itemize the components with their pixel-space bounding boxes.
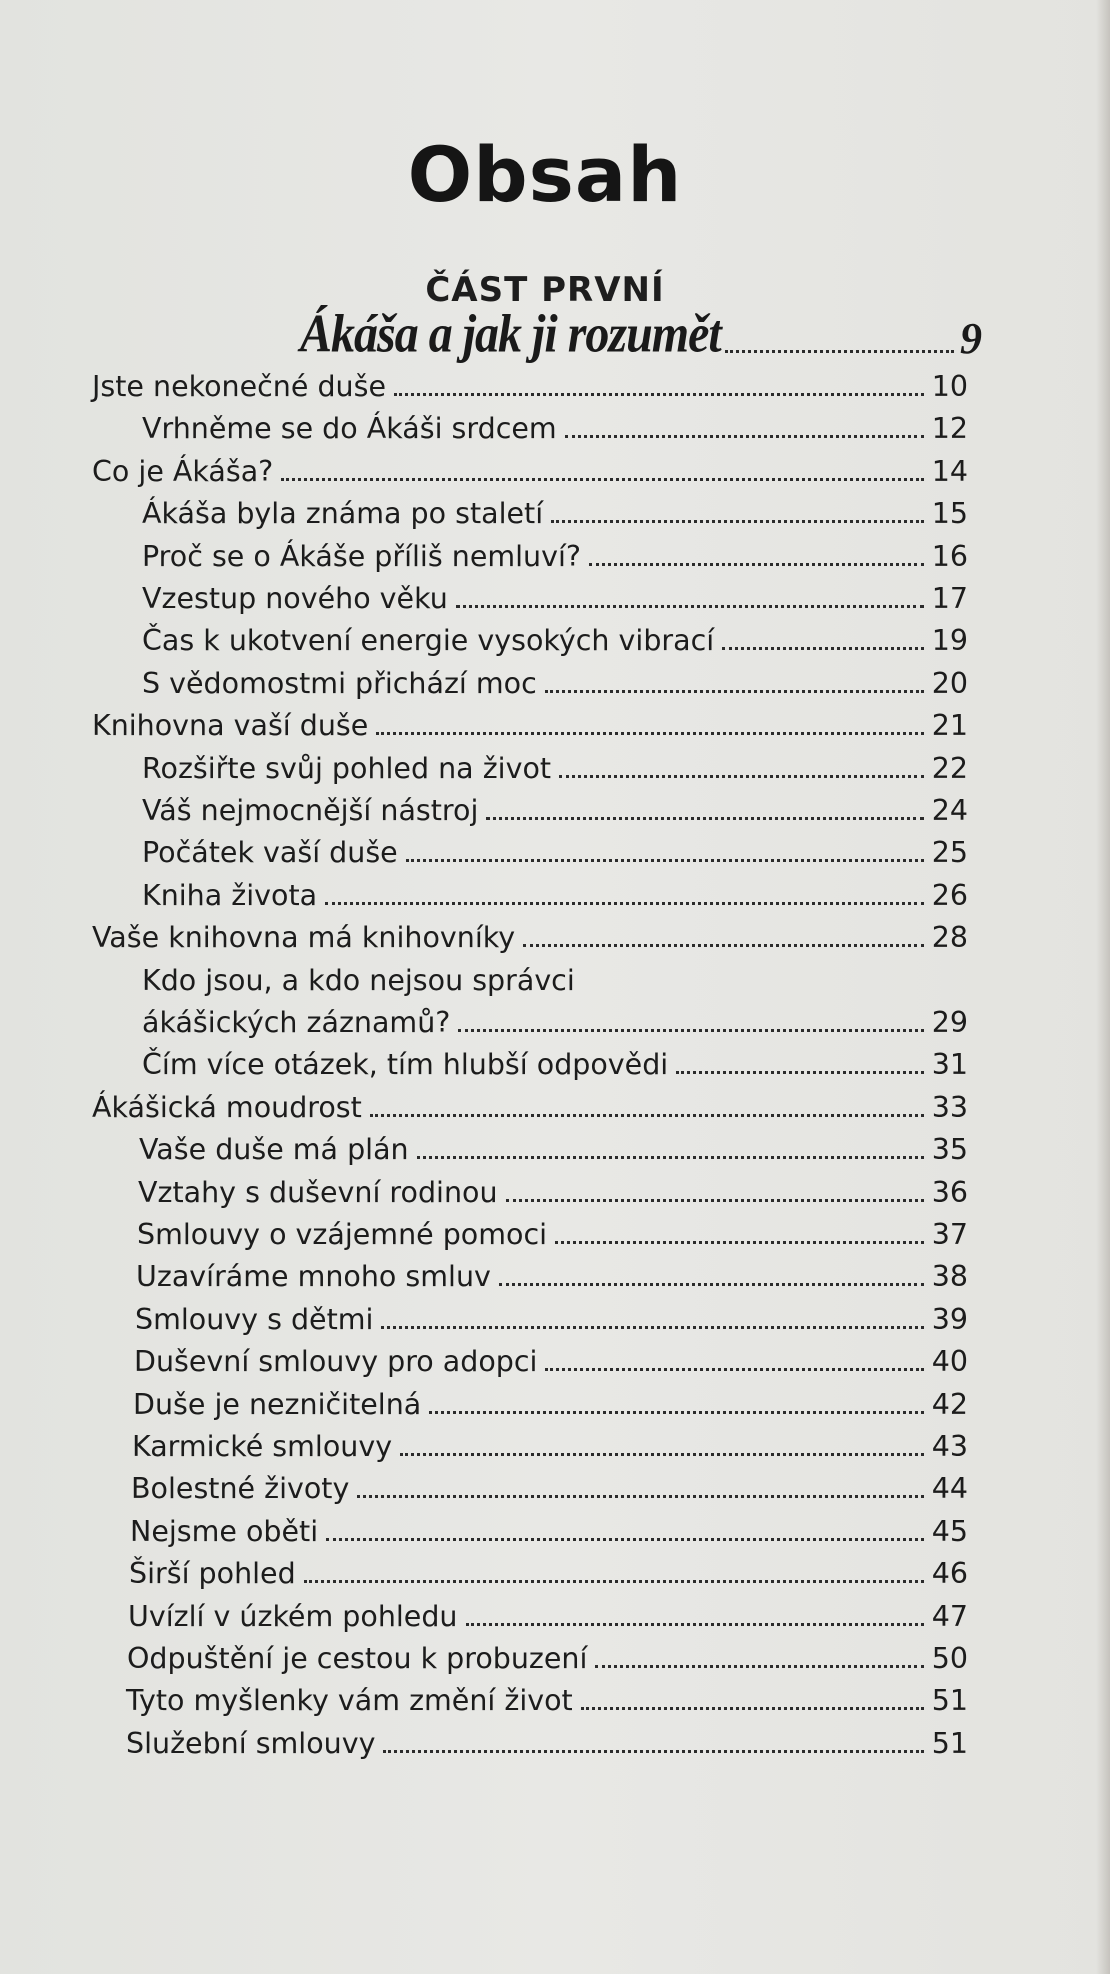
toc-entry-leader xyxy=(565,435,924,438)
toc-entry-title: Nejsme oběti xyxy=(130,1514,319,1548)
toc-entry-page: 14 xyxy=(931,454,968,488)
toc-entry-title: Vrhněme se do Ákáši srdcem xyxy=(142,412,557,446)
toc-entry-leader xyxy=(589,563,924,566)
part-title-row xyxy=(300,304,982,366)
toc-entry-page: 28 xyxy=(931,921,968,955)
toc-entry-page: 17 xyxy=(931,582,968,615)
toc-entry-title: Tyto myšlenky vám změní život xyxy=(126,1684,573,1718)
toc-entry-leader xyxy=(545,1368,923,1371)
part-label: ČÁST PRVNÍ xyxy=(425,270,665,310)
toc-entry-title: Proč se o Ákáše příliš nemluví? xyxy=(142,539,582,573)
toc-entry-page: 12 xyxy=(931,412,968,446)
toc-entry-title: Vaše duše má plán xyxy=(139,1133,409,1167)
toc-entry-title: Jste nekonečné duše xyxy=(92,370,387,403)
toc-entry xyxy=(92,1091,968,1133)
toc-entry xyxy=(134,1345,968,1387)
toc-entry xyxy=(142,794,968,836)
toc-entry xyxy=(126,1727,968,1769)
toc-entry-page: 38 xyxy=(931,1260,968,1294)
toc-entry xyxy=(142,879,968,921)
toc-entry-page: 51 xyxy=(931,1726,968,1760)
toc-entry xyxy=(142,1006,968,1048)
toc-entry-page: 26 xyxy=(931,878,968,912)
toc-entry xyxy=(135,1303,968,1345)
toc-entry-leader xyxy=(499,1283,924,1286)
toc-entry-page: 35 xyxy=(931,1133,968,1167)
toc-entry-page: 44 xyxy=(931,1472,968,1506)
toc-entry-page: 24 xyxy=(931,794,968,827)
toc-entry xyxy=(131,1472,968,1514)
toc-entry xyxy=(142,964,968,1006)
toc-entry-page: 37 xyxy=(931,1218,968,1251)
toc-entry-leader xyxy=(376,732,923,735)
toc-entry-page: 33 xyxy=(931,1090,968,1124)
toc-entry-page: 45 xyxy=(931,1514,968,1548)
toc-entry-title: Uzavíráme mnoho smluv xyxy=(136,1260,491,1294)
part-title-page: 9 xyxy=(960,314,982,363)
toc-entry-leader xyxy=(595,1665,923,1668)
toc-entry-leader xyxy=(523,944,924,947)
toc-entry xyxy=(142,752,968,794)
toc-entry-leader xyxy=(486,817,923,820)
toc-entry-title: Odpuštění je cestou k probuzení xyxy=(127,1642,588,1675)
toc-entry-leader xyxy=(325,902,924,905)
toc-entry-page: 36 xyxy=(931,1175,968,1209)
toc-entry-leader xyxy=(545,690,924,693)
toc-entry-page: 25 xyxy=(931,836,968,870)
toc-entry xyxy=(142,497,968,539)
toc-entry-leader xyxy=(466,1623,924,1626)
toc-entry-page: 50 xyxy=(931,1642,968,1675)
toc-entry xyxy=(139,1133,968,1175)
toc-entry xyxy=(142,582,968,624)
toc-entry xyxy=(127,1642,968,1684)
toc-entry-page: 46 xyxy=(931,1557,968,1591)
toc-entry xyxy=(133,1388,968,1430)
toc-entry-title: Kdo jsou, a kdo nejsou správci xyxy=(142,963,575,997)
toc-entry-leader xyxy=(326,1538,924,1541)
toc-entry xyxy=(142,624,968,666)
toc-entry-leader xyxy=(406,859,924,862)
toc-entry-leader xyxy=(429,1411,923,1414)
toc-entry-page: 40 xyxy=(931,1345,968,1379)
toc-entry-title: Ákášická moudrost xyxy=(92,1090,362,1124)
toc-entry-page: 47 xyxy=(931,1599,968,1633)
toc-entry-leader xyxy=(400,1453,924,1456)
toc-entry-page: 42 xyxy=(931,1387,968,1421)
toc-entry-leader xyxy=(676,1071,924,1074)
toc-entry xyxy=(137,1218,968,1260)
toc-entry-leader xyxy=(417,1156,924,1159)
toc-entry xyxy=(92,921,968,963)
toc-entry-title: Uvízlí v úzkém pohledu xyxy=(128,1599,458,1633)
toc-entry-title: Služební smlouvy xyxy=(126,1726,376,1760)
toc-entry xyxy=(142,540,968,582)
toc-entry-title: Čas k ukotvení energie vysokých vibrací xyxy=(142,624,715,658)
toc-entry xyxy=(142,667,968,709)
toc-entry-leader xyxy=(383,1750,923,1753)
toc-entry-page: 15 xyxy=(931,497,968,531)
toc-entry-title: ákášických záznamů? xyxy=(142,1006,451,1039)
toc-entry-page: 51 xyxy=(931,1684,968,1718)
toc-entry xyxy=(129,1557,968,1599)
toc-entry-page: 19 xyxy=(931,624,968,658)
toc-entry-leader xyxy=(581,1707,924,1710)
page-edge-shadow xyxy=(1096,0,1110,1974)
toc-entry-title: Duše je nezničitelná xyxy=(133,1387,422,1421)
toc-entry-leader xyxy=(394,393,924,396)
toc-entry xyxy=(128,1600,968,1642)
toc-entry-title: Váš nejmocnější nástroj xyxy=(142,794,479,827)
toc-entry-page: 21 xyxy=(931,709,968,743)
toc-entry-leader xyxy=(555,1241,924,1244)
toc-entry-leader xyxy=(458,1029,923,1032)
toc-entry xyxy=(92,370,968,412)
toc-entry-title: Čím více otázek, tím hlubší odpovědi xyxy=(142,1048,669,1082)
toc-entry-title: Smlouvy s dětmi xyxy=(135,1302,374,1336)
toc-entry-leader xyxy=(304,1580,924,1583)
page-title: Obsah xyxy=(407,130,683,219)
toc-entry-title: Kniha života xyxy=(142,878,318,912)
toc-entry-leader xyxy=(722,647,924,650)
toc-entry xyxy=(130,1515,968,1557)
toc-entry xyxy=(138,1176,968,1218)
toc-entry-page: 29 xyxy=(931,1006,968,1039)
toc-entry-title: Bolestné životy xyxy=(131,1472,350,1506)
toc-entry-leader xyxy=(381,1326,923,1329)
toc-entry-title: Počátek vaší duše xyxy=(142,836,398,870)
toc-entry xyxy=(92,709,968,751)
toc-entry xyxy=(142,1048,968,1090)
toc-entry xyxy=(92,455,968,497)
toc-entry-page: 39 xyxy=(931,1302,968,1336)
toc-entry-title: Co je Ákáša? xyxy=(92,454,274,488)
toc-entry-title: Karmické smlouvy xyxy=(132,1430,393,1463)
part-title-leader xyxy=(725,350,954,353)
toc-entry-title: Duševní smlouvy pro adopci xyxy=(134,1345,538,1379)
toc-entry-leader xyxy=(370,1114,924,1117)
toc-entry-leader xyxy=(506,1199,924,1202)
toc-entry xyxy=(142,412,968,454)
toc-entry-leader xyxy=(551,520,924,523)
toc-entry xyxy=(136,1260,968,1302)
toc-entry xyxy=(132,1430,968,1472)
toc-entry-page: 10 xyxy=(931,370,968,403)
toc-entry-title: Vaše knihovna má knihovníky xyxy=(92,921,516,955)
toc-entry-leader xyxy=(357,1495,923,1498)
toc-entry-title: S vědomostmi přichází moc xyxy=(142,666,537,700)
part-title: Ákáša a jak ji rozumět xyxy=(300,304,721,364)
toc-entry xyxy=(126,1684,968,1726)
toc-entry-title: Širší pohled xyxy=(129,1557,296,1591)
toc-entry-title: Ákáša byla známa po staletí xyxy=(142,497,544,531)
toc-entry-page: 20 xyxy=(931,666,968,700)
toc-entry-title: Rozšiřte svůj pohled na život xyxy=(142,751,552,785)
toc-entry xyxy=(142,836,968,878)
toc-entry-page: 43 xyxy=(931,1430,968,1463)
toc-entry-leader xyxy=(456,605,924,608)
toc-entry-leader xyxy=(559,775,924,778)
toc-entry-page: 31 xyxy=(931,1048,968,1082)
toc-entry-title: Knihovna vaší duše xyxy=(92,709,369,743)
toc-entry-page: 16 xyxy=(931,539,968,573)
toc-entry-title: Vztahy s duševní rodinou xyxy=(138,1175,498,1209)
toc-entry-leader xyxy=(281,478,923,481)
toc-entry-page: 22 xyxy=(931,751,968,785)
toc-entry-title: Vzestup nového věku xyxy=(142,582,448,615)
toc-entry-title: Smlouvy o vzájemné pomoci xyxy=(137,1218,548,1251)
